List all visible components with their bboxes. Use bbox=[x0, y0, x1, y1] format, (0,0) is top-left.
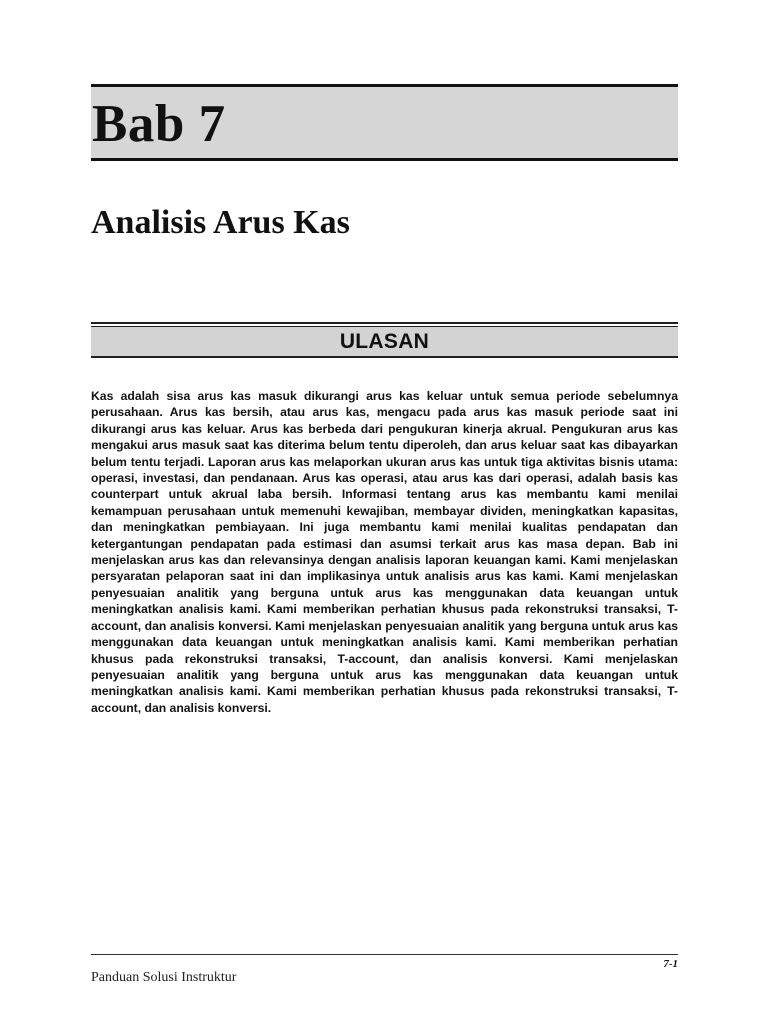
footer-text: Panduan Solusi Instruktur bbox=[91, 970, 237, 985]
chapter-title: Bab 7 bbox=[92, 95, 226, 153]
chapter-subtitle: Analisis Arus Kas bbox=[91, 204, 350, 241]
body-paragraph: Kas adalah sisa arus kas masuk dikurangi arus kas keluar untuk semua periode sebelumnya perusahaan. Arus kas bersih, atau arus kas, mengacu pada arus kas masuk periode saat ini dikurangi arus kas keluar. Arus kas berbeda dari pengukuran kinerja akrual. Pengukuran arus kas mengakui arus masuk saat kas diterima belum tentu diperoleh, dan arus keluar saat kas dibayarkan belum tentu terjadi. Laporan arus kas melaporkan ukuran arus kas untuk tiga aktivitas bisnis utama: operasi, investasi, dan pendanaan. Arus kas operasi, atau arus kas dari operasi, adalah basis kas counterpart untuk akrual laba bersih. Informasi tentang arus kas membantu kami menilai kemampuan perusahaan untuk memenuhi kewajiban, membayar dividen, meningkatkan kapasitas, dan meningkatkan pembiayaan. Ini juga membantu kami menilai kualitas pendapatan dan ketergantungan pendapatan pada estimasi dan asumsi terkait arus kas masa depan. Bab ini menjelaskan arus kas dan relevansinya dengan analisis laporan keuangan kami. Kami menjelaskan persyaratan pelaporan saat ini dan implikasinya untuk analisis arus kas kami. Kami menjelaskan penyesuaian analitik yang berguna untuk arus kas menggunakan data keuangan untuk meningkatkan analisis kami. Kami memberikan perhatian khusus pada rekonstruksi transaksi, T-account, dan analisis konversi. Kami menjelaskan penyesuaian analitik yang berguna untuk arus kas menggunakan data keuangan untuk meningkatkan analisis kami. Kami memberikan perhatian khusus pada rekonstruksi transaksi, T-account, dan analisis konversi. Kami menjelaskan penyesuaian analitik yang berguna untuk arus kas menggunakan data keuangan untuk meningkatkan analisis kami. Kami memberikan perhatian khusus pada rekonstruksi transaksi, T-account, dan analisis konversi. bbox=[91, 389, 678, 715]
section-rule-bottom bbox=[91, 356, 678, 358]
footer-rule bbox=[91, 954, 678, 955]
page-number: 7-1 bbox=[663, 958, 678, 970]
section-rule-top bbox=[91, 322, 678, 324]
chapter-rule-bottom bbox=[91, 158, 678, 161]
section-title: ULASAN bbox=[339, 330, 430, 353]
